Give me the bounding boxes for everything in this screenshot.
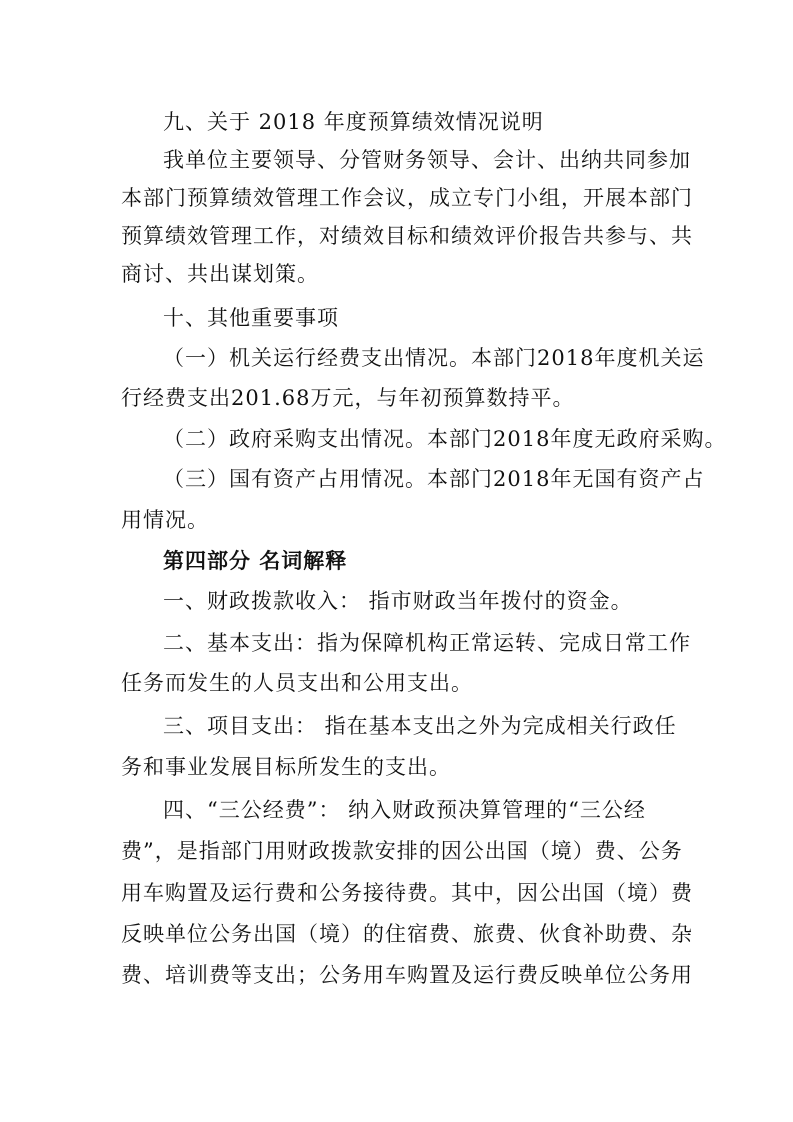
paragraph-line: （一）机关运行经费支出情况。本部门2018年度机关运 — [163, 346, 705, 370]
paragraph-line: 用情况。 — [121, 508, 209, 532]
section-nine-heading: 九、关于 2018 年度预算绩效情况说明 — [163, 110, 544, 134]
part-four-heading: 第四部分 名词解释 — [163, 549, 348, 573]
paragraph-line: 二、基本支出：指为保障机构正常运转、完成日常工作 — [163, 631, 691, 655]
paragraph-line: 费、培训费等支出；公务用车购置及运行费反映单位公务用 — [121, 963, 693, 987]
paragraph-line: 四、“三公经费”： 纳入财政预决算管理的“三公经 — [163, 798, 646, 822]
paragraph-line: 一、财政拨款收入： 指市财政当年拨付的资金。 — [163, 589, 633, 613]
paragraph-line: 行经费支出201.68万元，与年初预算数持平。 — [121, 386, 575, 410]
paragraph-line: 我单位主要领导、分管财务领导、会计、出纳共同参加 — [163, 148, 691, 172]
paragraph-line: 反映单位公务出国（境）的住宿费、旅费、伙食补助费、杂 — [121, 922, 693, 946]
section-ten-heading: 十、其他重要事项 — [163, 306, 339, 330]
paragraph-line: 任务而发生的人员支出和公用支出。 — [121, 671, 473, 695]
paragraph-line: 本部门预算绩效管理工作会议，成立专门小组，开展本部门 — [121, 186, 693, 210]
paragraph-line: 用车购置及运行费和公务接待费。其中，因公出国（境）费 — [121, 881, 693, 905]
paragraph-line: 预算绩效管理工作，对绩效目标和绩效评价报告共参与、共 — [121, 224, 693, 248]
paragraph-line: 三、项目支出： 指在基本支出之外为完成相关行政任 — [163, 714, 677, 738]
paragraph-line: 务和事业发展目标所发生的支出。 — [121, 755, 451, 779]
paragraph-line: 商讨、共出谋划策。 — [121, 262, 319, 286]
paragraph-line: （三）国有资产占用情况。本部门2018年无国有资产占 — [163, 467, 705, 491]
paragraph-line: （二）政府采购支出情况。本部门2018年度无政府采购。 — [163, 427, 727, 451]
paragraph-line: 费”，是指部门用财政拨款安排的因公出国（境）费、公务 — [121, 839, 683, 863]
